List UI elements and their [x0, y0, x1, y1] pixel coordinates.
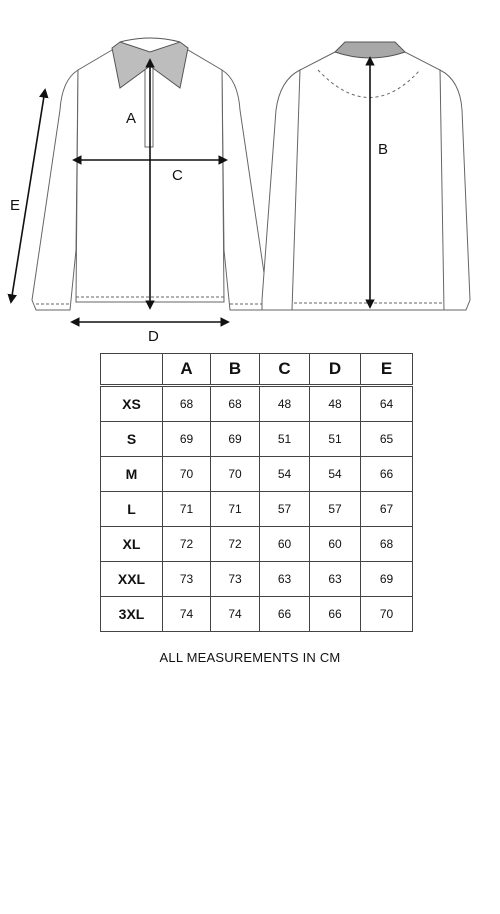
value-cell: 73: [211, 562, 260, 597]
front-placket: [145, 65, 153, 147]
size-cell: XL: [101, 527, 163, 562]
label-e: E: [10, 197, 21, 214]
value-cell: 51: [310, 422, 361, 457]
value-cell: 72: [211, 527, 260, 562]
value-cell: 63: [310, 562, 361, 597]
header-c: C: [260, 354, 310, 386]
measurement-note: ALL MEASUREMENTS IN CM: [159, 650, 341, 665]
value-cell: 63: [260, 562, 310, 597]
size-cell: M: [101, 457, 163, 492]
value-cell: 54: [260, 457, 310, 492]
value-cell: 74: [163, 597, 211, 632]
value-cell: 71: [163, 492, 211, 527]
label-c: C: [172, 167, 183, 184]
value-cell: 64: [361, 386, 413, 422]
value-cell: 48: [310, 386, 361, 422]
value-cell: 57: [260, 492, 310, 527]
value-cell: 66: [361, 457, 413, 492]
value-cell: 66: [310, 597, 361, 632]
value-cell: 69: [163, 422, 211, 457]
size-cell: 3XL: [101, 597, 163, 632]
value-cell: 66: [260, 597, 310, 632]
size-cell: XS: [101, 386, 163, 422]
header-corner: [101, 354, 163, 386]
value-cell: 48: [260, 386, 310, 422]
table-header-row: [101, 354, 413, 386]
front-right-sleeve: [222, 70, 268, 310]
back-body: [292, 52, 444, 310]
size-cell: XXL: [101, 562, 163, 597]
back-shirt: [262, 42, 470, 310]
value-cell: 68: [211, 386, 260, 422]
header-b: B: [211, 354, 260, 386]
value-cell: 74: [211, 597, 260, 632]
value-cell: 70: [361, 597, 413, 632]
size-cell: S: [101, 422, 163, 457]
value-cell: 60: [260, 527, 310, 562]
value-cell: 71: [211, 492, 260, 527]
size-cell: L: [101, 492, 163, 527]
label-d: D: [148, 328, 159, 345]
table-row: [101, 562, 413, 597]
label-a: A: [126, 110, 137, 127]
header-e: E: [361, 354, 413, 386]
value-cell: 69: [211, 422, 260, 457]
garment-diagram: [0, 0, 500, 345]
table-row: [101, 492, 413, 527]
label-b: B: [378, 141, 389, 158]
table-row: [101, 386, 413, 422]
value-cell: 60: [310, 527, 361, 562]
value-cell: 72: [163, 527, 211, 562]
table-row: [101, 597, 413, 632]
front-left-sleeve: [32, 70, 78, 310]
value-cell: 69: [361, 562, 413, 597]
value-cell: 67: [361, 492, 413, 527]
value-cell: 51: [260, 422, 310, 457]
value-cell: 68: [361, 527, 413, 562]
table-row: [101, 457, 413, 492]
value-cell: 73: [163, 562, 211, 597]
value-cell: 70: [163, 457, 211, 492]
value-cell: 68: [163, 386, 211, 422]
header-d: D: [310, 354, 361, 386]
value-cell: 65: [361, 422, 413, 457]
header-a: A: [163, 354, 211, 386]
table-row: [101, 422, 413, 457]
table-row: [101, 527, 413, 562]
value-cell: 70: [211, 457, 260, 492]
size-table: [100, 353, 413, 632]
value-cell: 54: [310, 457, 361, 492]
value-cell: 57: [310, 492, 361, 527]
